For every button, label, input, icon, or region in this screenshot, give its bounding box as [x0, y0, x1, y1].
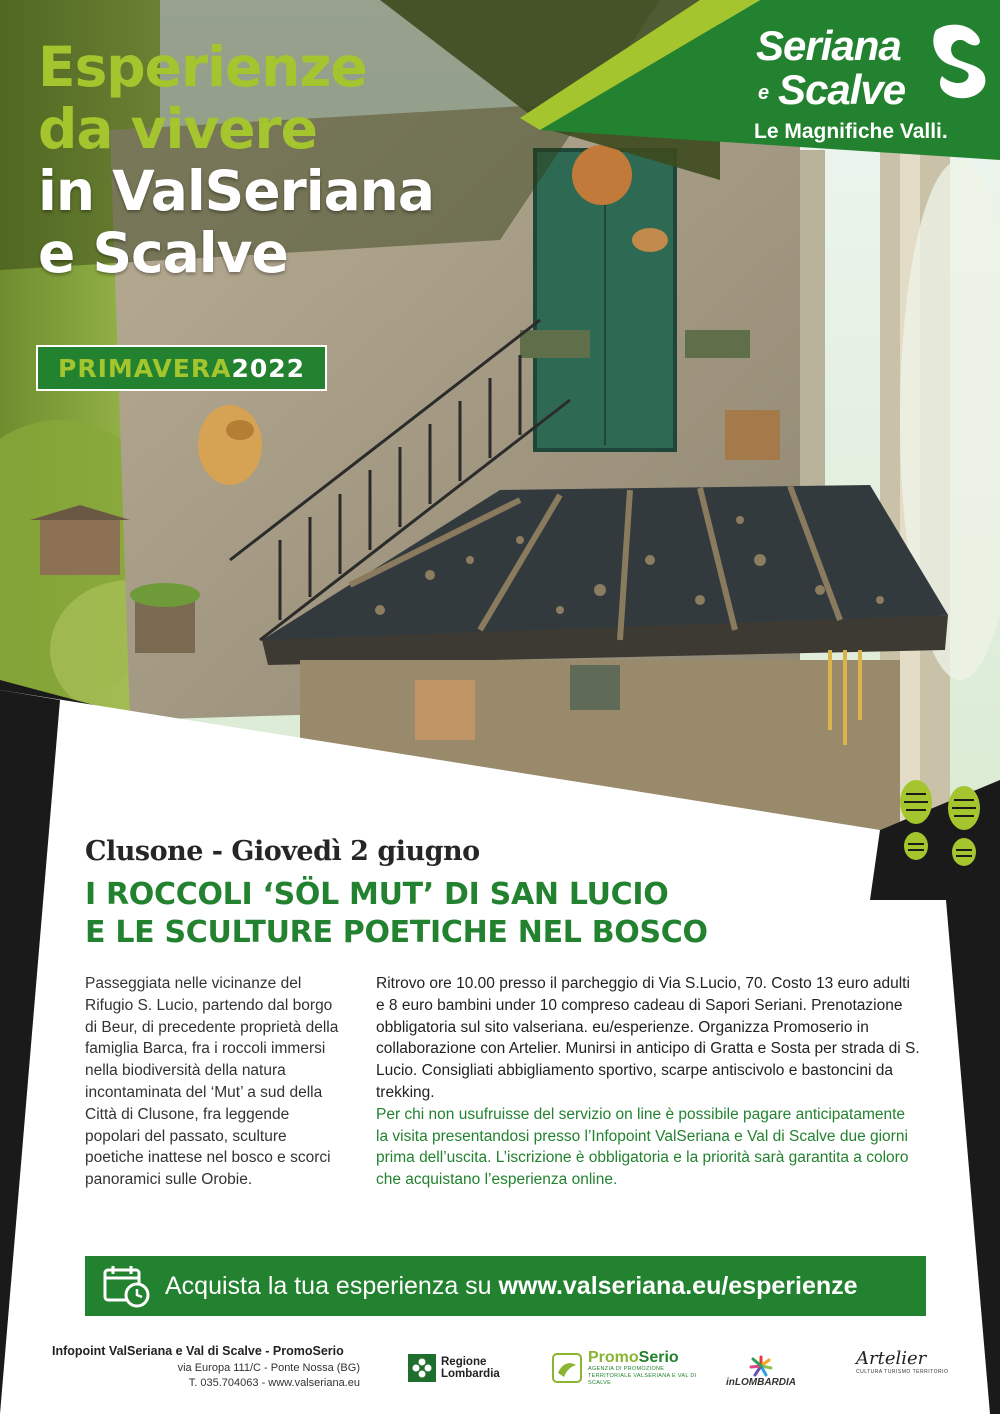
cta-bar[interactable]	[85, 1256, 926, 1316]
title-line-4: e Scalve	[38, 221, 288, 285]
season-year: 2022	[231, 353, 306, 383]
headline-line-2: E LE SCULTURE POETICHE NEL BOSCO	[85, 915, 708, 950]
brand-tagline: Le Magnifiche Valli.	[754, 120, 948, 143]
title-line-2: da vivere	[38, 97, 317, 161]
promoserio-subtitle: AGENZIA DI PROMOZIONE TERRITORIALE VALSERIANA E VAL DI SCALVE	[588, 1365, 697, 1386]
left-dark-band	[0, 690, 60, 1414]
event-details	[376, 973, 921, 1191]
season-badge	[36, 345, 327, 391]
infopoint-name: Infopoint ValSeriana e Val di Scalve - PromoSerio	[52, 1344, 344, 1358]
infopoint-address: via Europa 111/C - Ponte Nossa (BG)	[177, 1362, 360, 1374]
artelier-text: Artelier	[856, 1348, 927, 1369]
cta-label: Acquista la tua esperienza su	[165, 1271, 499, 1300]
inlombardia-star-icon	[749, 1355, 773, 1377]
headline-line-1: I ROCCOLI ‘SÖL MUT’ DI SAN LUCIO	[85, 877, 669, 912]
brand-name-line2: Scalve	[778, 66, 906, 113]
event-description: Passeggiata nelle vicinanze del Rifugio S. Lucio, partendo dal borgo di Beur, di precedente proprietà della famiglia Barca, fra i roccoli immersi nella biodiversità della natura incontaminata del ‘Mut’ a sud della Città di Clusone, fra leggende popolari del passato, sculture poetiche inattese nel bosco e scorci panoramici sulle Orobie.	[85, 975, 339, 1189]
poster-title	[38, 36, 434, 284]
promoserio-logo	[552, 1348, 708, 1388]
regione-lombardia-logo	[408, 1348, 500, 1388]
cta-link[interactable]: www.valseriana.eu/esperienze	[498, 1271, 858, 1300]
lombardia-rose-icon	[408, 1354, 436, 1382]
promoserio-text-b: Serio	[638, 1348, 679, 1366]
event-notice: Per chi non usufruisse del servizio on line è possibile pagare anticipatamente la visita presentandosi presso l’Infopoint ValSeriana e Val di Scalve due giorni prima dell’uscita. L’iscrizione è obbligatoria e la priorità sarà garantita a coloro che acquistano l’esperienza online.	[376, 1105, 909, 1189]
artelier-logo	[856, 1348, 948, 1388]
event-place-date: Clusone - Giovedì 2 giugno	[85, 836, 480, 867]
artelier-subtitle: CULTURA TURISMO TERRITORIO	[856, 1369, 949, 1375]
event-info: Ritrovo ore 10.00 presso il parcheggio di Via S.Lucio, 70. Costo 13 euro adulti e 8 euro bambini under 10 compreso cadeau di Sapori Seriani. Prenotazione obbligatoria sul sito valseriana. eu/esperienze. Organizza Promoserio in collaborazione con Artelier. Munirsi in anticipo di Gratta e Sosta per strada di S. Lucio. Consigliati abbigliamento sportivo, scarpe antiscivolo e bastoncini da trekking.	[376, 975, 920, 1101]
event-headline	[85, 876, 708, 952]
brand-name-line1: Seriana	[756, 22, 901, 69]
inlombardia-text: inLOMBARDIA	[726, 1377, 796, 1388]
promoserio-text-a: Promo	[588, 1348, 639, 1366]
title-line-1: Esperienze	[38, 35, 367, 99]
title-line-3: in ValSeriana	[38, 159, 434, 223]
season-name: PRIMAVERA	[58, 353, 232, 383]
infopoint-contact: T. 035.704063 - www.valseriana.eu	[188, 1377, 360, 1389]
promoserio-mark-icon	[552, 1353, 582, 1383]
brand-conjunction: e	[758, 82, 770, 104]
lombardia-line2: Lombardia	[441, 1368, 500, 1380]
brand-logo	[752, 22, 992, 152]
calendar-clock-icon	[103, 1264, 151, 1308]
inlombardia-logo	[726, 1348, 796, 1388]
brand-mark-icon	[928, 22, 990, 102]
cta-text	[165, 1272, 858, 1301]
lombardia-line1: Regione	[441, 1356, 487, 1368]
footsteps-icon	[892, 778, 992, 868]
